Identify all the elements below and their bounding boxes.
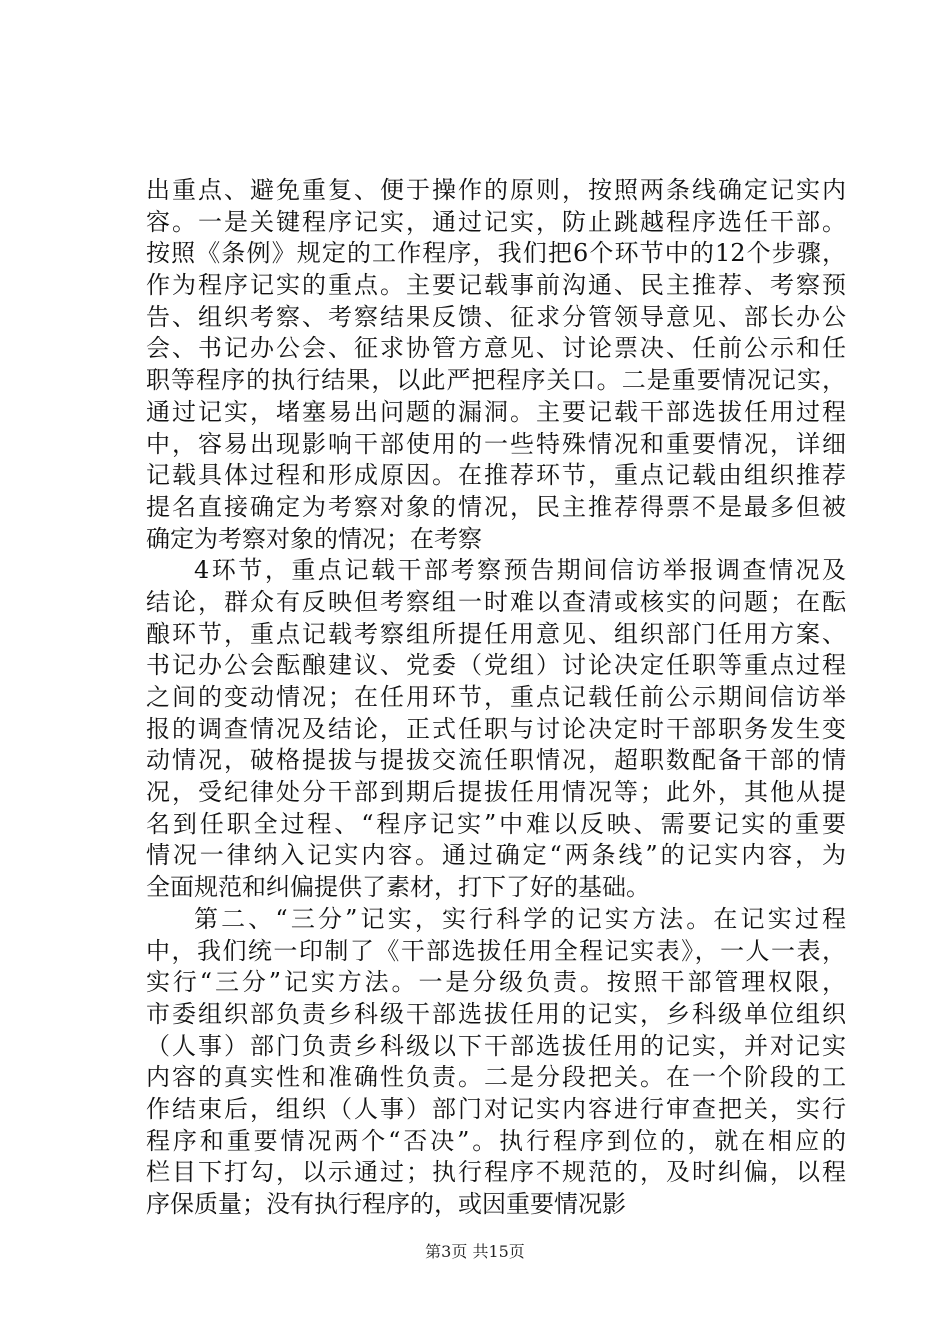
text-line: 酿环节，重点记载考察组所提任用意见、组织部门任用方案、 (146, 619, 846, 648)
text-line: 作结束后，组织（人事）部门对记实内容进行审查把关，实行 (146, 1094, 846, 1123)
text-line: 名到任职全过程、“程序记实”中难以反映、需要记实的重要 (146, 809, 846, 838)
text-line: 出重点、避免重复、便于操作的原则，按照两条线确定记实内 (146, 176, 846, 204)
text-line: 之间的变动情况；在任用环节，重点记载任前公示期间信访举 (146, 683, 846, 711)
page-footer: 第3页 共15页 (425, 1242, 525, 1261)
text-line: 况，受纪律处分干部到期后提拔任用情况等；此外，其他从提 (146, 778, 846, 807)
text-line: 结论，群众有反映但考察组一时难以查清或核实的问题；在酝 (146, 587, 846, 616)
text-line: 中，容易出现影响干部使用的一些特殊情况和重要情况，详细 (146, 429, 846, 458)
text-line: 书记办公会酝酿建议、党委（党组）讨论决定任职等重点过程 (146, 651, 846, 680)
text-line: 告、组织考察、考察结果反馈、征求分管领导意见、部长办公 (146, 302, 846, 331)
text-line: 按照《条例》规定的工作程序，我们把6个环节中的12个步骤， (146, 239, 846, 268)
text-line: 作为程序记实的重点。主要记载事前沟通、民主推荐、考察预 (146, 271, 846, 300)
text-line: 4环节，重点记载干部考察预告期间信访举报调查情况及 (194, 556, 846, 585)
text-line: 确定为考察对象的情况；在考察 (146, 524, 482, 553)
text-line: 第二、“三分”记实，实行科学的记实方法。在记实过程 (194, 904, 846, 933)
text-line: 职等程序的执行结果，以此严把程序关口。二是重要情况记实， (146, 366, 846, 395)
document-body (146, 175, 846, 1221)
text-line: 提名直接确定为考察对象的情况，民主推荐得票不是最多但被 (146, 492, 846, 521)
text-line: 记载具体过程和形成原因。在推荐环节，重点记载由组织推荐 (146, 461, 846, 490)
text-line: 内容的真实性和准确性负责。二是分段把关。在一个阶段的工 (146, 1063, 846, 1092)
text-line: 容。一是关键程序记实，通过记实，防止跳越程序选任干部。 (146, 207, 846, 236)
text-line: 市委组织部负责乡科级干部选拔任用的记实，乡科级单位组织 (146, 999, 846, 1028)
text-line: 全面规范和纠偏提供了素材，打下了好的基础。 (146, 873, 650, 902)
text-line: 会、书记办公会、征求协管方意见、讨论票决、任前公示和任 (146, 334, 846, 363)
text-line: 实行“三分”记实方法。一是分级负责。按照干部管理权限， (146, 968, 846, 997)
text-line: 动情况，破格提拔与提拔交流任职情况，超职数配备干部的情 (146, 746, 846, 775)
text-line: 程序和重要情况两个“否决”。执行程序到位的，就在相应的 (146, 1126, 846, 1155)
text-line: 栏目下打勾，以示通过；执行程序不规范的，及时纠偏，以程 (146, 1158, 846, 1187)
text-line: 中，我们统一印制了《干部选拔任用全程记实表》，一人一表， (146, 936, 846, 965)
text-line: （人事）部门负责乡科级以下干部选拔任用的记实，并对记实 (146, 1031, 846, 1060)
text-line: 序保质量；没有执行程序的，或因重要情况影 (146, 1190, 626, 1218)
text-line: 报的调查情况及结论，正式任职与讨论决定时干部职务发生变 (146, 714, 846, 743)
text-line: 通过记实，堵塞易出问题的漏洞。主要记载干部选拔任用过程 (146, 397, 846, 426)
text-line: 情况一律纳入记实内容。通过确定“两条线”的记实内容，为 (146, 841, 846, 870)
